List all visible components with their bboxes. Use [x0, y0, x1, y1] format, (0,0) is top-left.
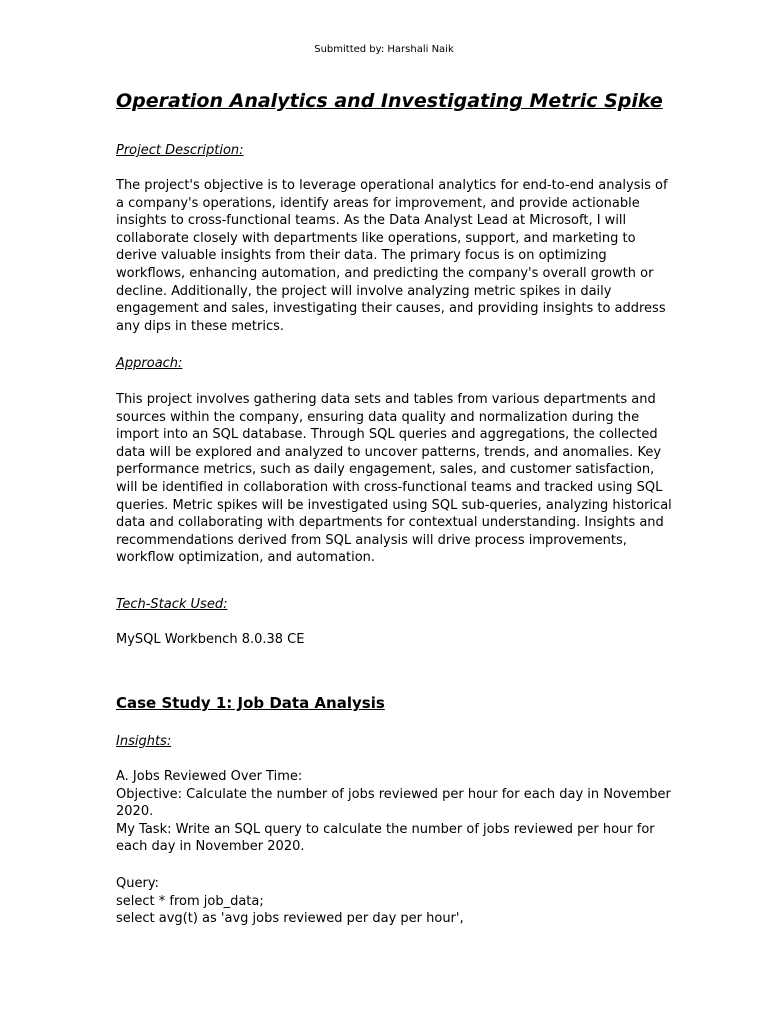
paragraph-line: workflows, enhancing automation, and predicting the company's overall growth or [116, 265, 654, 281]
approach-body [116, 391, 672, 567]
paragraph-line: Objective: Calculate the number of jobs reviewed per hour for each day in November [116, 786, 671, 802]
paragraph-line: data will be explored and analyzed to uncover patterns, trends, and anomalies. Key [116, 444, 662, 460]
paragraph-line: decline. Additionally, the project will involve analyzing metric spikes in daily [116, 283, 612, 299]
paragraph-line: each day in November 2020. [116, 839, 305, 855]
case-study-heading: Case Study 1: Job Data Analysis [116, 694, 385, 712]
paragraph-line: The project's objective is to leverage operational analytics for end-to-end analysis of [116, 178, 668, 193]
query-line: select avg(t) as 'avg jobs reviewed per day per hour', [116, 911, 464, 927]
paragraph-line: engagement and sales, investigating their causes, and providing insights to address [116, 301, 666, 317]
paragraph-line: workflow optimization, and automation. [116, 550, 376, 566]
insights-heading: Insights: [116, 734, 172, 749]
query-line: Query: [116, 876, 159, 891]
paragraph-line: any dips in these metrics. [116, 318, 285, 334]
paragraph-line: recommendations derived from SQL analysis will drive process improvements, [116, 532, 627, 548]
paragraph-line: performance metrics, such as daily engagement, sales, and customer satisfaction, [116, 462, 655, 478]
paragraph-line: 2020. [116, 804, 154, 820]
paragraph-line: a company's operations, identify areas for improvement, and provide actionable [116, 195, 640, 211]
paragraph-line: collaborate closely with departments like operations, support, and marketing to [116, 230, 636, 246]
project-description-body [116, 177, 668, 335]
paragraph-line: insights to cross-functional teams. As the Data Analyst Lead at Microsoft, I will [116, 213, 627, 229]
paragraph-line: queries. Metric spikes will be investigated using SQL sub-queries, analyzing historical [116, 497, 672, 513]
tech-stack-value: MySQL Workbench 8.0.38 CE [116, 632, 305, 647]
document-title: Operation Analytics and Investigating Metric Spike [116, 90, 663, 112]
paragraph-line: sources within the company, ensuring data quality and normalization during the [116, 409, 640, 425]
paragraph-line: My Task: Write an SQL query to calculate the number of jobs reviewed per hour for [116, 821, 655, 837]
paragraph-line: will be identified in collaboration with cross-functional teams and tracked using SQL [116, 479, 663, 495]
query-block [116, 875, 661, 928]
submitted-by: Submitted by: Harshali Naik [314, 44, 454, 55]
query-line: select * from job_data; [116, 893, 264, 909]
paragraph-line: data and collaborating with departments for contextual understanding. Insights and [116, 515, 664, 531]
project-description-heading: Project Description: [116, 143, 244, 158]
paragraph-line: derive valuable insights from their data. The primary focus is on optimizing [116, 248, 607, 264]
case-study-body [116, 768, 671, 856]
paragraph-line: import into an SQL database. Through SQL queries and aggregations, the collected [116, 427, 658, 443]
paragraph-line: This project involves gathering data sets and tables from various departments and [116, 392, 656, 407]
tech-stack-heading: Tech-Stack Used: [116, 597, 228, 612]
paragraph-line: A. Jobs Reviewed Over Time: [116, 769, 303, 784]
approach-heading: Approach: [116, 356, 183, 371]
